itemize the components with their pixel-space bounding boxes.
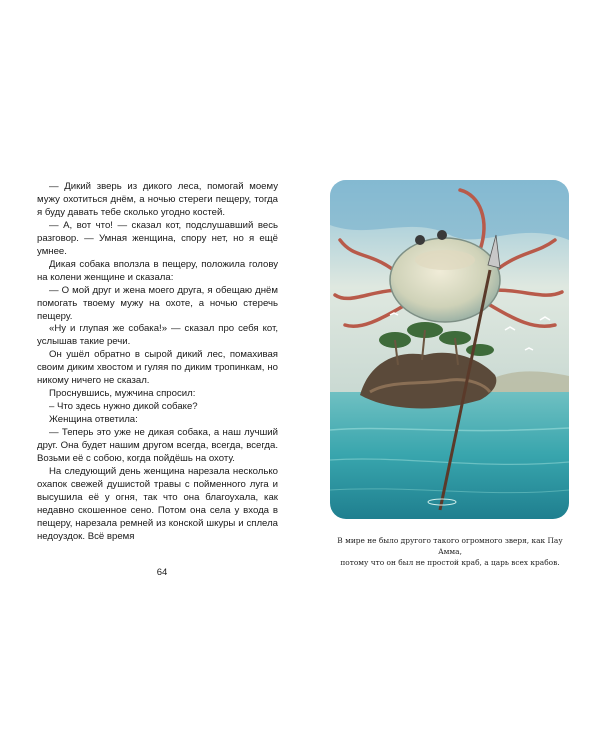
illustration-caption [326, 535, 574, 568]
paragraph: Дикая собака вползла в пещеру, положила голову на колени женщине и сказала: [37, 258, 278, 283]
paragraph: Женщина ответила: [49, 414, 138, 426]
paragraph: — О мой друг и жена моего друга, я обещаю днём помогать твоему мужу на охоте, а ночью стеречь пещеру. [37, 284, 278, 322]
caption-line: В мире не было другого такого огромного зверя, как Пау Амма, [337, 536, 563, 556]
page-number: 64 [156, 567, 168, 578]
crab-illustration [330, 180, 569, 519]
paragraph: – Что здесь нужно дикой собаке? [49, 401, 198, 413]
paragraph: — Дикий зверь из дикого леса, помогай моему мужу охотиться днём, а ночью стереги пещеру, тогда я буду давать тебе сколько угодно костей. [37, 181, 278, 218]
paragraph: — Теперь это уже не дикая собака, а наш лучший друг. Она будет нашим другом всегда, всегда, всегда. Возьми её с собою, когда пойдёшь на охоту. [37, 427, 278, 465]
paragraph: «Ну и глупая же собака!» — сказал про себя кот, услышав такие речи. [37, 323, 278, 348]
paragraph: На следующий день женщина нарезала несколько охапок свежей душистой травы с пойменного луга и высушила её у огня, так что она благоухала, как недавно скошенное сено. Потом она села у входа в пещеру, нарезала ремней из конской шкуры и сплела недоуздок. Всё время [37, 465, 278, 542]
left-page-text [37, 181, 278, 544]
paragraph: Он ушёл обратно в сырой дикий лес, помахивая своим диким хвостом и гуляя по диким тропинкам, но никому ничего не сказал. [37, 349, 278, 387]
paragraph: Проснувшись, мужчина спросил: [49, 388, 196, 400]
paragraph: — А, вот что! — сказал кот, подслушавший весь разговор. — Умная женщина, спору нет, но я ещё умнее. [37, 219, 278, 257]
caption-line: потому что он был не простой краб, а царь всех крабов. [340, 558, 560, 567]
